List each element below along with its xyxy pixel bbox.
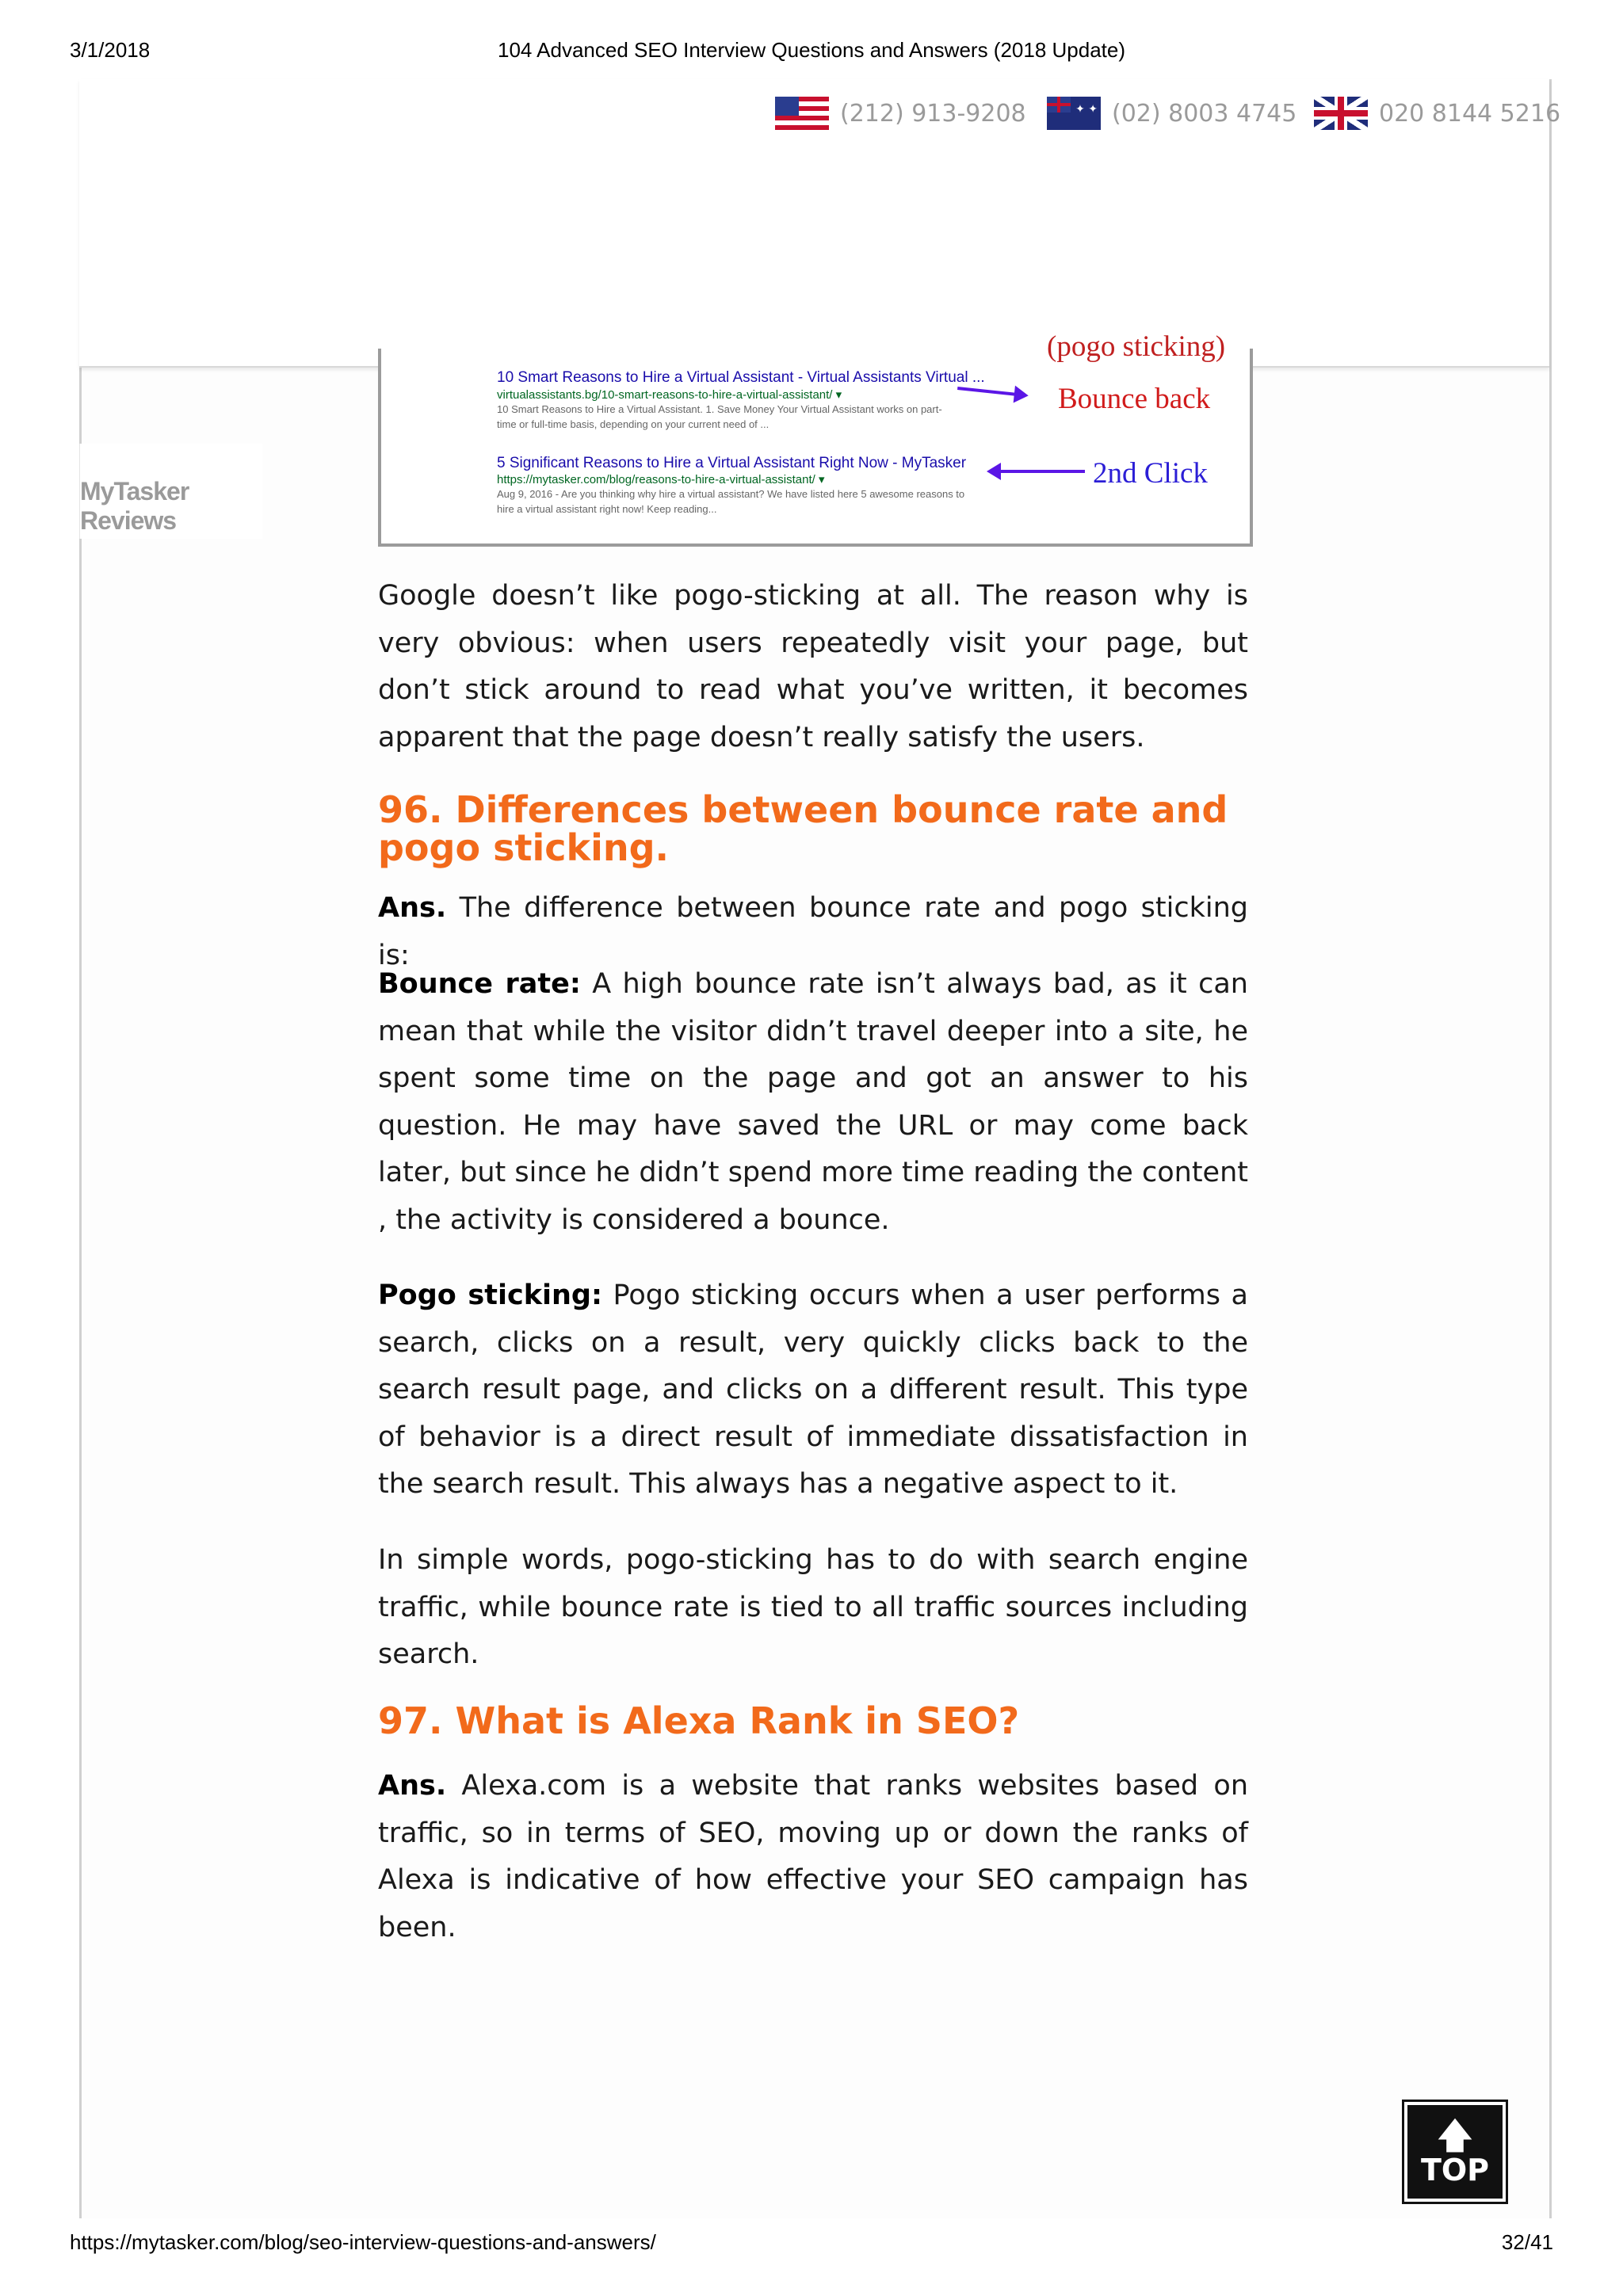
pogo-sticking-label: Pogo sticking: (378, 1280, 602, 1311)
pogo-sticking-text: Pogo sticking occurs when a user performs a search, clicks on a result, very quickly clicks back to the search result page, and clicks on a different result. This type of behavior is a direct result of immediate dissatisfaction in the search result. This always has a negative aspect to it. (378, 1280, 1248, 1500)
paragraph-bounce-rate (378, 961, 1248, 1244)
reviews-side-tab[interactable] (79, 444, 262, 539)
print-page-number: 32/41 (1501, 2230, 1553, 2254)
answer-q97 (378, 1763, 1248, 1951)
paragraph-pogo-intro: Google doesn’t like pogo-sticking at all. The reason why is very obvious: when users repeatedly visit your page, but don’t stick around to read what you’ve written, it becomes apparent that the page doesn’t really satisfy the users. (378, 580, 1248, 753)
result2-snippet-line1: Aug 9, 2016 - Are you thinking why hire a virtual assistant? We have listed here 5 awesome reasons to (497, 488, 965, 500)
print-header (0, 38, 1623, 70)
au-flag-icon (1047, 97, 1101, 130)
paragraph-simple-words: In simple words, pogo-sticking has to do with search engine traffic, while bounce rate is tied to all traffic sources including search. (378, 1544, 1248, 1670)
phone-uk[interactable] (1314, 93, 1560, 133)
result1-snippet-line2: time or full-time basis, depending on your current need of ... (497, 418, 769, 430)
phone-us[interactable] (775, 93, 1026, 133)
result2-title: 5 Significant Reasons to Hire a Virtual Assistant Right Now - MyTasker (497, 455, 967, 471)
arrow-up-icon: 🡅 (1436, 2115, 1474, 2156)
uk-flag-icon (1314, 97, 1368, 130)
annotation-second-click: 2nd Click (1093, 457, 1208, 490)
phone-number-uk: 020 8144 5216 (1379, 99, 1561, 128)
print-date: 3/1/2018 (70, 38, 151, 62)
arrow-second-click-icon (998, 470, 1085, 473)
paragraph-pogo-sticking (378, 1272, 1248, 1508)
serp-screenshot (378, 330, 1253, 547)
annotation-bounce-back: Bounce back (1058, 383, 1211, 415)
us-flag-icon (775, 97, 829, 130)
result1-title: 10 Smart Reasons to Hire a Virtual Assistant - Virtual Assistants Virtual ... (497, 369, 985, 386)
reviews-side-tab-label: MyTasker Reviews (80, 477, 189, 535)
result1-snippet-line1: 10 Smart Reasons to Hire a Virtual Assistant. 1. Save Money Your Virtual Assistant works on part- (497, 403, 942, 415)
back-to-top-label: TOP (1420, 2153, 1490, 2187)
ans-label-q97: Ans. (378, 1770, 447, 1802)
arrow-bounce-back-icon (957, 387, 1018, 396)
result2-url: https://mytasker.com/blog/reasons-to-hire-a-virtual-assistant/ ▾ (497, 473, 825, 486)
result1-url: virtualassistants.bg/10-smart-reasons-to-hire-a-virtual-assistant/ ▾ (497, 388, 842, 402)
print-footer (0, 2230, 1623, 2262)
phone-au[interactable] (1047, 93, 1296, 133)
back-to-top-button[interactable] (1404, 2102, 1506, 2202)
result2-snippet-line2: hire a virtual assistant right now! Keep reading... (497, 503, 717, 515)
heading-q97: 97. What is Alexa Rank in SEO? (378, 1699, 1020, 1742)
print-url: https://mytasker.com/blog/seo-interview-questions-and-answers/ (70, 2230, 656, 2254)
ans-label: Ans. (378, 892, 447, 924)
print-title: 104 Advanced SEO Interview Questions and Answers (2018 Update) (497, 38, 1126, 62)
answer-q97-text: Alexa.com is a website that ranks websites based on traffic, so in terms of SEO, moving up or down the ranks of Alexa is indicative of how effective your SEO campaign has been. (378, 1770, 1248, 1943)
bounce-rate-label: Bounce rate: (378, 968, 581, 1000)
heading-q96: 96. Differences between bounce rate and pogo sticking. (378, 788, 1228, 869)
answer-q96-text: The difference between bounce rate and pogo sticking is: (378, 892, 1248, 971)
phone-number-us: (212) 913-9208 (840, 99, 1026, 128)
annotation-pogo-partial: (pogo sticking) (1047, 330, 1226, 363)
phone-number-au: (02) 8003 4745 (1112, 99, 1297, 128)
bounce-rate-text: A high bounce rate isn’t always bad, as it can mean that while the visitor didn’t travel deeper into a site, he spent some time on the page and got an answer to his question. He may have saved the URL or may come back later, but since he didn’t spend more time reading the content , the activity is considered a bounce. (378, 968, 1248, 1236)
